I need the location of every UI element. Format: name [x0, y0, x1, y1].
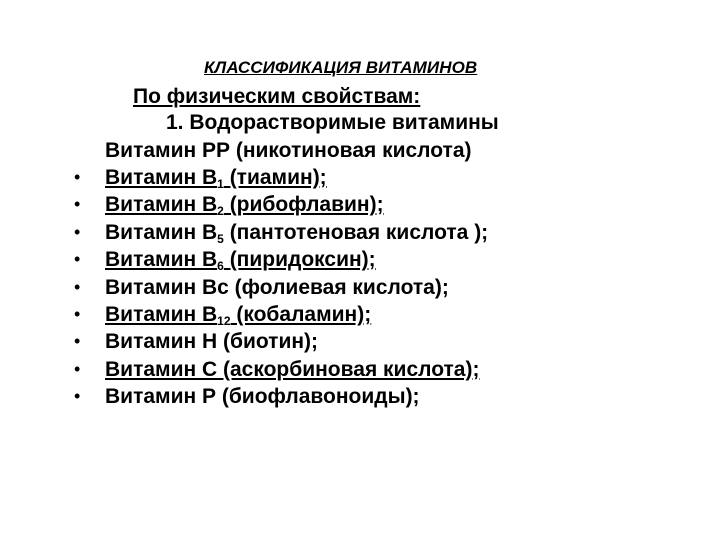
- vitamin-item-text: [105, 328, 318, 355]
- vitamin-subscript: 2: [217, 204, 224, 219]
- vitamin-item-text: [105, 164, 327, 191]
- vitamin-name: Витамин Н (биотин);: [105, 330, 319, 354]
- vitamin-subscript: 12: [217, 313, 231, 328]
- vitamin-description: (тиамин);: [223, 166, 327, 189]
- vitamin-item-text: [105, 356, 479, 383]
- vitamin-description: (рибофлавин);: [223, 193, 384, 217]
- vitamin-name: Витамин В: [105, 193, 218, 217]
- classification-criterion: [105, 84, 420, 110]
- vitamin-name: Витамин С (аскорбиновая кислота);: [105, 357, 480, 381]
- bullet-icon: •: [74, 276, 81, 297]
- vitamin-name: Витамин В: [105, 220, 218, 244]
- vitamin-description: (пантотеновая кислота );: [223, 220, 489, 244]
- vitamin-subscript: 1: [217, 177, 224, 191]
- bullet-icon: •: [74, 249, 81, 270]
- vitamin-description: (кобаламин);: [230, 302, 372, 326]
- vitamin-name: Витамин Вс (фолиевая кислота);: [105, 275, 449, 299]
- intro-item: Витамин РР (никотиновая кислота): [105, 139, 472, 162]
- vitamin-subscript: 6: [217, 259, 224, 274]
- vitamin-item-text: [105, 191, 384, 218]
- bullet-icon: •: [74, 167, 81, 187]
- vitamin-item-text: [105, 246, 376, 273]
- vitamin-item-text: [105, 383, 420, 410]
- bullet-icon: •: [74, 194, 81, 215]
- vitamin-name: Витамин В: [105, 302, 218, 326]
- bullet-icon: •: [74, 386, 81, 407]
- vitamin-item-text: [105, 301, 371, 328]
- bullet-icon: •: [74, 331, 81, 352]
- vitamin-subscript: 5: [217, 231, 224, 246]
- vitamin-item-text: [105, 219, 488, 246]
- vitamin-name: Витамин В: [105, 166, 218, 189]
- classification-criterion-text: По физическим свойствам:: [133, 85, 421, 108]
- vitamin-name: Витамин Р (биофлавоноиды);: [105, 385, 420, 409]
- bullet-icon: •: [74, 221, 81, 242]
- vitamin-item-text: [105, 274, 449, 301]
- bullet-icon: •: [74, 303, 81, 324]
- bullet-icon: •: [74, 358, 81, 379]
- vitamin-name: Витамин В: [105, 248, 218, 272]
- slide-title: КЛАССИФИКАЦИЯ ВИТАМИНОВ: [204, 58, 478, 77]
- vitamin-description: (пиридоксин);: [223, 248, 376, 272]
- section-heading: 1. Водорастворимые витамины: [166, 111, 499, 134]
